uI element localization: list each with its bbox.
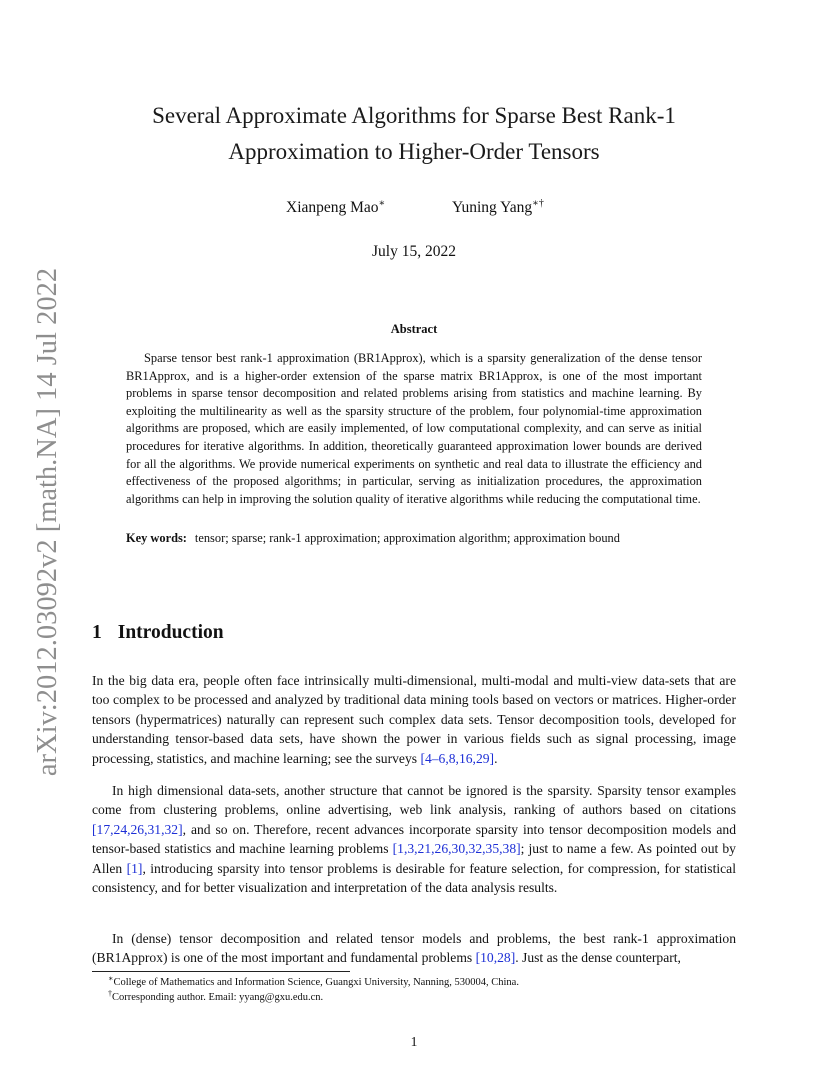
keywords-line [126,530,702,548]
citation-link[interactable]: [1,3,21,26,30,32,35,38] [392,841,521,857]
abstract-heading: Abstract [390,322,438,336]
p1-end: . [494,750,498,766]
p1-text: In the big data era, people often face intrinsically multi-dimensional, multi-modal and multi-view data-sets that are too complex to be processed and analyzed by traditional data mining tools based on vectors or matrices. Higher-order tensors (hypermatrices) naturally can represent such complex data sets. Tensor decomposition tools, developed for understanding tensor-based data sets, have shown the power in various fields such as signal processing, image processing, statistics, and machine learning; see the surveys [92,673,736,766]
title-line-1: Several Approximate Algorithms for Sparse Best Rank-1 [152,103,676,128]
footnote-1 [108,975,519,990]
intro-paragraph-1 [92,671,736,768]
author-2 [452,199,544,217]
p3-text-b: . Just as the dense counterpart, [515,950,681,966]
section-heading [92,622,224,644]
intro-paragraph-3 [92,929,736,968]
citation-link[interactable]: [17,24,26,31,32] [92,821,183,837]
footnote-2 [108,990,519,1005]
footnote-divider [92,971,350,972]
author-1-name: Xianpeng Mao [286,199,379,216]
footnote-2-text: Corresponding author. Email: yyang@gxu.edu.cn. [112,992,324,1003]
section-number: 1 [92,622,102,643]
p3-text-a: In (dense) tensor decomposition and related tensor models and problems, the best rank-1 approximation (BR1Approx) is one of the most important and fundamental problems [92,931,736,966]
author-1 [286,199,385,217]
p2-text-b: , and so on. Therefore, recent advances incorporate sparsity into tensor decomposition models and tensor-based statistics and machine learning problems [92,821,736,857]
footnote-1-text: College of Mathematics and Information Science, Guangxi University, Nanning, 530004, China. [113,977,519,988]
keywords-text: tensor; sparse; rank-1 approximation; approximation algorithm; approximation bound [194,531,620,545]
p2-text-c: ; just to name a few. As pointed out by Allen [92,841,736,876]
footnotes [108,975,519,1005]
section-title: Introduction [117,622,224,643]
page-number: 1 [410,1034,418,1049]
keywords-label: Key words: [126,531,187,545]
intro-paragraph-2 [92,781,736,897]
p2-text-a: In high dimensional data-sets, another structure that cannot be ignored is the sparsity. Sparsity tensor examples come from clustering problems, online advertising, web link analysis, ranking of authors based on citations [92,783,736,818]
footnote-2-mark: † [108,989,112,998]
citation-link[interactable]: [1] [126,860,143,876]
p2-text-d: , introducing sparsity into tensor problems is desirable for feature selection, for compression, for statistical consistency, and for better visualization and interpretation of the data analysis results. [92,860,736,896]
author-list [0,199,828,223]
arxiv-identifier-stamp: arXiv:2012.03092v2 [math.NA] 14 Jul 2022 [32,267,63,777]
paper-date: July 15, 2022 [372,243,456,260]
citation-link[interactable]: [10,28] [475,950,516,966]
author-2-name: Yuning Yang [452,199,533,216]
author-2-marks: ∗† [532,198,544,209]
footnote-1-mark: ∗ [108,974,114,983]
author-1-marks: ∗ [378,198,386,209]
title-line-2: Approximation to Higher-Order Tensors [228,139,600,164]
abstract-body: Sparse tensor best rank-1 approximation (BR1Approx), which is a sparsity generalization of the dense tensor BR1Approx, and is a higher-order extension of the sparse matrix BR1Approx, is one of the most important problems in sparse tensor decomposition and related problems arising from statistics and machine learning. By exploiting the multilinearity as well as the sparsity structure of the problem, four polynomial-time approximation algorithms are proposed, which are easily implemented, of low computational complexity, and can serve as initial procedures for iterative algorithms. In addition, theoretically guaranteed approximation lower bounds are derived for all the algorithms. We provide numerical experiments on synthetic and real data to illustrate the efficiency and effectiveness of the proposed algorithms; in particular, serving as initialization procedures, the approximation algorithms can help in improving the solution quality of iterative algorithms while reducing the computational time. [126,351,702,506]
citation-link[interactable]: [4–6,8,16,29] [420,750,495,766]
paper-title [0,98,828,170]
